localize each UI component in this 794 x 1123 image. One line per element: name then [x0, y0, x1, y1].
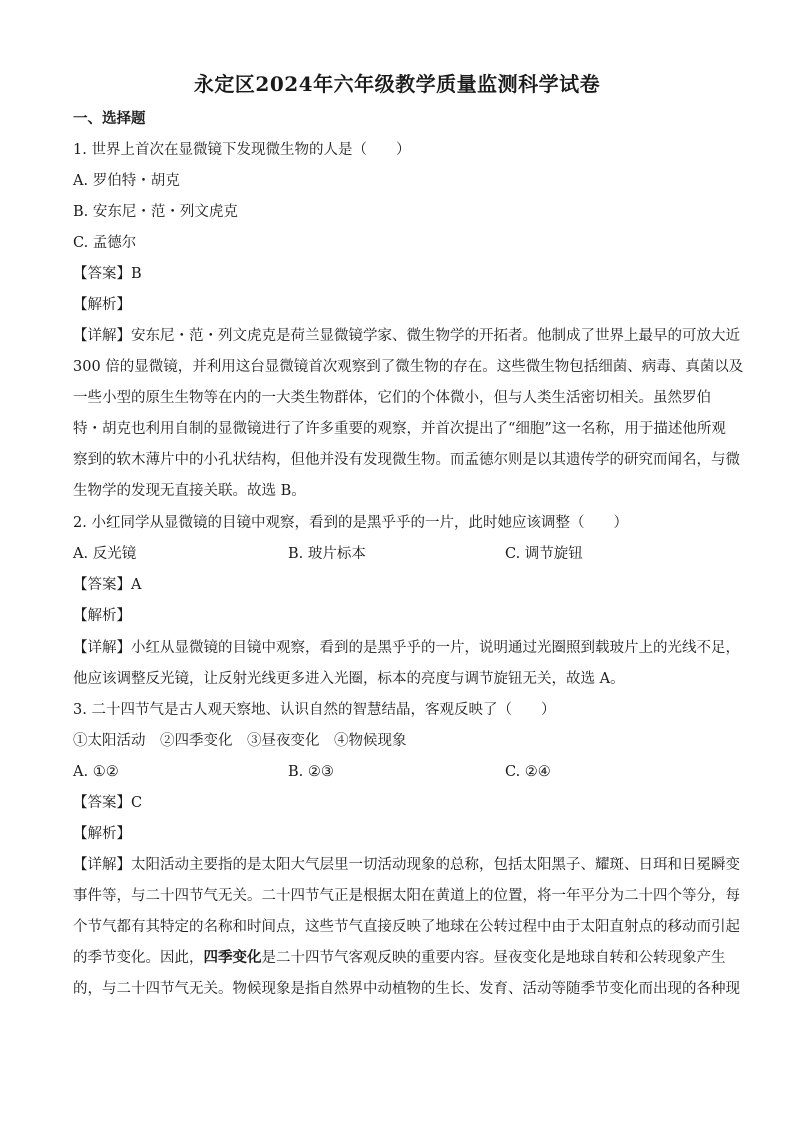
- question-1-option-a: A. 罗伯特・胡克: [73, 173, 180, 189]
- question-3-option-b: B. ②③: [288, 764, 334, 780]
- page-title: 永定区2024年六年级教学质量监测科学试卷: [193, 72, 601, 96]
- question-2-option-a: A. 反光镜: [73, 546, 137, 562]
- question-1-detail-line: 【详解】安东尼・范・列文虎克是荷兰显微镜学家、微生物学的开拓者。他制成了世界上最早的可放大近: [73, 328, 740, 344]
- question-3-option-a: A. ①②: [73, 764, 119, 780]
- question-2-detail-line: 他应该调整反光镜，让反射光线更多进入光圈，标本的亮度与调节旋钮无关，故选 A。: [73, 671, 625, 687]
- question-2-detail-line: 【详解】小红从显微镜的目镜中观察，看到的是黑乎乎的一片，说明通过光圈照到载玻片上的光线不足，: [73, 640, 740, 656]
- question-1-stem: 1. 世界上首次在显微镜下发现微生物的人是（ ）: [73, 142, 411, 158]
- question-1-detail-line: 300 倍的显微镜，并利用这台显微镜首次观察到了微生物的存在。这些微生物包括细菌、病毒、真菌以及: [73, 359, 744, 375]
- question-3-detail-text: 是二十四节气客观反映的重要内容。昼夜变化是地球自转和公转现象产生: [261, 950, 726, 966]
- question-2-option-c: C. 调节旋钮: [505, 546, 583, 562]
- question-3-detail-line: 的，与二十四节气无关。物候现象是指自然界中动植物的生长、发育、活动等随季节变化而出现的各种现: [73, 981, 740, 997]
- question-3-detail-line: [73, 948, 726, 968]
- question-3-detail-text: 的季节变化。因此，: [73, 950, 204, 966]
- question-1-analysis-label: 【解析】: [73, 297, 131, 313]
- question-3-analysis-label: 【解析】: [73, 826, 131, 842]
- question-1-option-b: B. 安东尼・范・列文虎克: [73, 204, 238, 220]
- question-2-answer: 【答案】A: [73, 577, 142, 593]
- question-3-detail-line: 【详解】太阳活动主要指的是太阳大气层里一切活动现象的总称，包括太阳黑子、耀斑、日珥和日冕瞬变: [73, 857, 740, 873]
- question-3-answer: 【答案】C: [73, 795, 143, 811]
- question-1-detail-line: 特・胡克也利用自制的显微镜进行了许多重要的观察，并首次提出了“细胞”这一名称，用于描述他所观: [73, 421, 726, 437]
- question-3-option-c: C. ②④: [505, 764, 551, 780]
- question-3-stem: 3. 二十四节气是古人观天察地、认识自然的智慧结晶，客观反映了（ ）: [73, 702, 556, 718]
- question-1-detail-line: 生物学的发现无直接关联。故选 B。: [73, 483, 306, 499]
- question-3-detail-emphasis: 四季变化: [203, 949, 262, 966]
- question-3-detail-line: 事件等，与二十四节气无关。二十四节气正是根据太阳在黄道上的位置，将一年平分为二十四个等分，每: [73, 888, 740, 904]
- question-1-detail-line: 一些小型的原生生物等在内的一大类生物群体，它们的个体微小，但与人类生活密切相关。虽然罗伯: [73, 390, 711, 406]
- question-2-option-b: B. 玻片标本: [288, 546, 366, 562]
- question-1-answer: 【答案】B: [73, 266, 142, 282]
- question-3-items: ①太阳活动 ②四季变化 ③昼夜变化 ④物候现象: [73, 733, 407, 749]
- question-3-detail-line: 个节气都有其特定的名称和时间点，这些节气直接反映了地球在公转过程中由于太阳直射点的移动而引起: [73, 919, 740, 935]
- question-2-stem: 2. 小红同学从显微镜的目镜中观察，看到的是黑乎乎的一片，此时她应该调整（ ）: [73, 515, 628, 531]
- question-2-analysis-label: 【解析】: [73, 608, 131, 624]
- question-1-detail-line: 察到的软木薄片中的小孔状结构，但他并没有发现微生物。而孟德尔则是以其遗传学的研究而闻名，与微: [73, 452, 740, 468]
- question-1-option-c: C. 孟德尔: [73, 235, 137, 251]
- section-heading: 一、选择题: [73, 110, 146, 127]
